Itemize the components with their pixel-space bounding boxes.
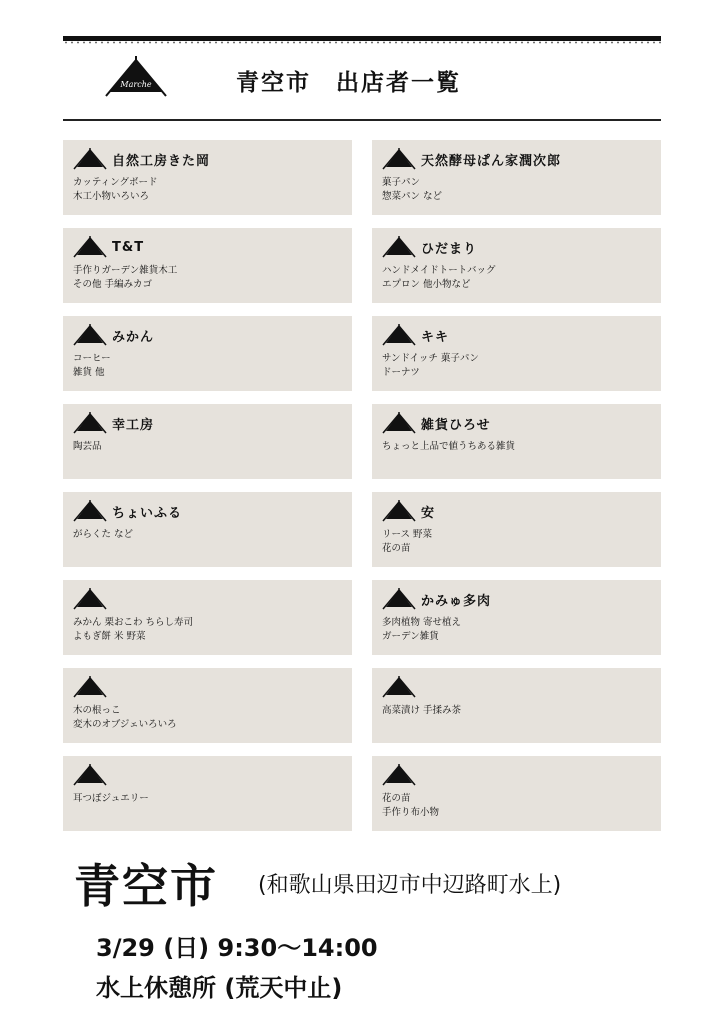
- vendor-name: T&T: [112, 239, 145, 255]
- page-title: 青空市 出店者一覧: [236, 70, 461, 96]
- vendor-card: [63, 492, 352, 567]
- vendor-item: その他 手編みカゴ: [73, 279, 153, 290]
- vendor-item: 高菜漬け 手揉み茶: [382, 705, 462, 716]
- vendor-name: みかん: [112, 329, 155, 345]
- vendor-card: [372, 316, 661, 391]
- vendor-item: ガーデン雑貨: [382, 631, 439, 642]
- vendor-item: みかん 栗おこわ ちらし寿司: [73, 617, 194, 628]
- vendor-item: エプロン 他小物など: [382, 279, 471, 290]
- vendor-card: [63, 668, 352, 743]
- vendor-item: カッティングボード: [73, 177, 158, 188]
- vendor-name: 天然酵母ぱん家潤次郎: [421, 153, 562, 169]
- vendor-item: 木の根っこ: [73, 705, 121, 716]
- vendor-item: ハンドメイドトートバッグ: [382, 265, 496, 276]
- vendor-item: 耳つぼジュエリー: [73, 793, 149, 804]
- vendor-item: 菓子パン: [382, 177, 421, 188]
- vendor-card: [63, 756, 352, 831]
- vendor-item: 惣菜パン など: [382, 191, 443, 202]
- vendor-item: 花の苗: [382, 543, 411, 554]
- vendor-item: リース 野菜: [382, 529, 433, 540]
- vendor-item: 多肉植物 寄せ植え: [382, 617, 462, 628]
- vendor-card: [372, 140, 661, 215]
- vendor-item: 陶芸品: [73, 441, 102, 452]
- vendor-item: 木工小物いろいろ: [73, 191, 150, 202]
- tent-icon: [382, 236, 416, 258]
- vendor-item: 雑貨 他: [73, 367, 105, 378]
- vendor-card: [372, 756, 661, 831]
- vendor-card: [372, 404, 661, 479]
- tent-icon: [382, 764, 416, 786]
- vendor-name: 幸工房: [112, 417, 155, 433]
- vendor-item: ドーナツ: [382, 367, 420, 378]
- tent-icon: [382, 676, 416, 698]
- tent-icon: [382, 588, 416, 610]
- vendor-item: よもぎ餅 米 野菜: [73, 631, 146, 642]
- tent-icon: [73, 676, 107, 698]
- vendor-item: コーヒー: [73, 353, 111, 364]
- vendor-name: キキ: [421, 329, 450, 345]
- vendor-card: [63, 140, 352, 215]
- vendor-name: 自然工房きた岡: [112, 153, 211, 169]
- vendor-item: 手作り布小物: [382, 807, 440, 818]
- vendor-card: [372, 668, 661, 743]
- vendor-name: ひだまり: [421, 241, 478, 257]
- vendor-card: [372, 228, 661, 303]
- vendor-item: がらくた など: [73, 529, 134, 540]
- logo-text: Marche: [120, 80, 152, 89]
- vendor-name: 雑貨ひろせ: [421, 417, 491, 433]
- vendor-item: サンドイッチ 菓子パン: [382, 353, 479, 364]
- event-title: 青空市: [74, 859, 218, 913]
- tent-icon: [73, 764, 107, 786]
- vendor-item: 花の苗: [382, 793, 411, 804]
- vendor-item: 変木のオブジェいろいろ: [73, 719, 177, 730]
- event-venue: 水上休憩所 (荒天中止): [96, 974, 343, 1002]
- vendor-card: [63, 228, 352, 303]
- tent-icon: [73, 236, 107, 258]
- vendor-item: ちょっと上品で値うちある雑貨: [382, 441, 516, 452]
- tent-icon: [73, 324, 107, 346]
- vendor-card: [372, 492, 661, 567]
- vendor-grid: [63, 140, 661, 831]
- tent-icon: [382, 148, 416, 170]
- vendor-name: 安: [421, 505, 436, 521]
- tent-icon: [73, 500, 107, 522]
- header-divider: [63, 119, 661, 121]
- vendor-name: かみゅ多肉: [421, 593, 492, 609]
- tent-icon: [382, 500, 416, 522]
- event-location: (和歌山県田辺市中辺路町水上): [258, 873, 562, 898]
- vendor-name: ちょいふる: [112, 505, 183, 521]
- tent-icon: [382, 324, 416, 346]
- vendor-card: [372, 580, 661, 655]
- vendor-item: 手作りガーデン雑貨木工: [73, 265, 178, 276]
- tent-icon: [382, 412, 416, 434]
- tent-icon: [73, 412, 107, 434]
- top-border-texture: [63, 41, 661, 44]
- event-date-time: 3/29 (日) 9:30〜14:00: [96, 934, 378, 962]
- vendor-card: [63, 580, 352, 655]
- tent-icon: [73, 148, 107, 170]
- vendor-card: [63, 404, 352, 479]
- marche-tent-logo: [104, 56, 168, 100]
- tent-icon: [73, 588, 107, 610]
- vendor-card: [63, 316, 352, 391]
